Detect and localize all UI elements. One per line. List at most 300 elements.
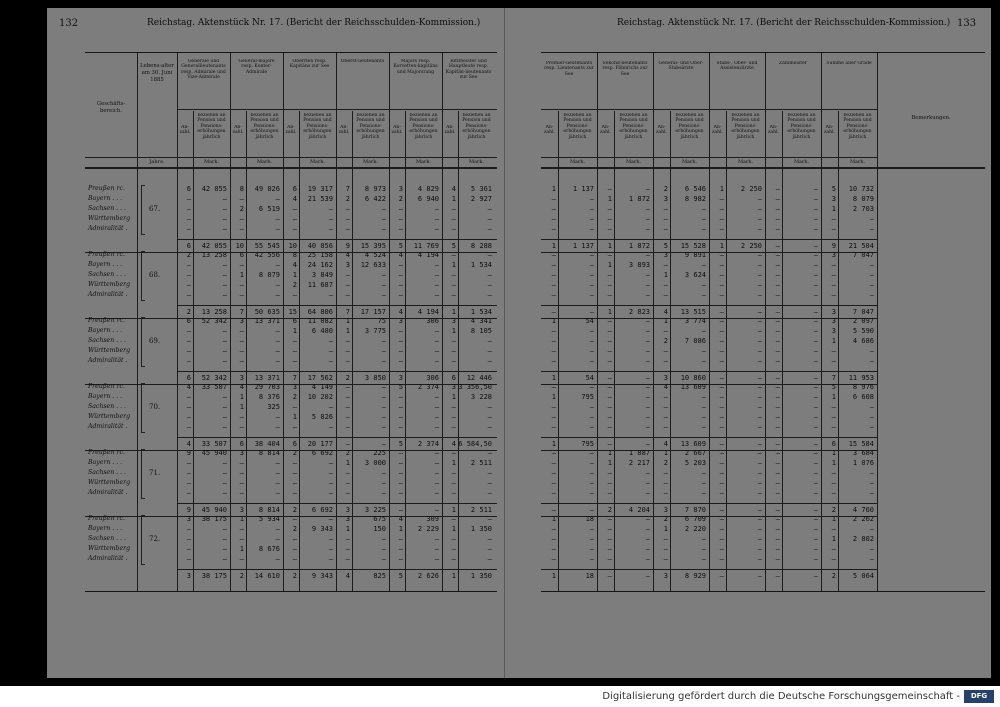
officer-count: — [663, 489, 668, 497]
officer-count: — [719, 271, 724, 279]
officer-count: — [551, 469, 556, 477]
total-amount: 825 [373, 572, 386, 580]
col-divider [877, 53, 878, 591]
total-amount: — [757, 440, 762, 448]
total-amount: 1 137 [572, 242, 594, 250]
state-label: Bayern . . . [88, 525, 123, 532]
total-amount: — [813, 440, 818, 448]
subhead-amount: beziehen an Pension und Pensions-erhöhungen jährlich [356, 113, 385, 140]
officer-count: — [398, 327, 403, 335]
officer-count: — [186, 271, 191, 279]
pension-amount: — [757, 225, 762, 233]
officer-count: 1 [451, 393, 456, 401]
pension-amount: — [275, 479, 280, 487]
pension-amount: — [813, 357, 818, 365]
pension-amount: — [434, 413, 439, 421]
pension-amount: — [222, 535, 227, 543]
officer-count: 1 [239, 515, 244, 523]
officer-count: 1 [663, 525, 668, 533]
officer-count: — [607, 225, 612, 233]
pension-amount: — [275, 555, 280, 563]
officer-count: — [398, 535, 403, 543]
pension-amount: — [813, 479, 818, 487]
state-label: Bayern . . . [88, 459, 123, 466]
column-head-age: Lebens-alter am 30. Juni 1885 [140, 63, 174, 83]
officer-count: — [719, 347, 724, 355]
officer-count: — [831, 261, 836, 269]
officer-count: — [398, 423, 403, 431]
pension-amount: 13 609 [680, 383, 706, 391]
total-rule [177, 305, 497, 306]
officer-count: — [186, 525, 191, 533]
pension-amount: — [328, 489, 333, 497]
officer-count: — [719, 535, 724, 543]
pension-amount: — [589, 459, 594, 467]
pension-amount: 2 703 [852, 205, 874, 213]
pension-amount: — [381, 469, 386, 477]
footer-text: Digitalisierung gefördert durch die Deutsche Forschungsgemeinschaft - [602, 691, 960, 702]
officer-count: — [239, 327, 244, 335]
officer-count: — [239, 469, 244, 477]
pension-amount: 3 000 [364, 459, 386, 467]
pension-amount: — [487, 337, 492, 345]
pension-amount: — [328, 225, 333, 233]
officer-count: — [239, 337, 244, 345]
officer-count: 4 [345, 251, 350, 259]
officer-count: 6 [292, 185, 297, 193]
officer-count: — [607, 469, 612, 477]
header-rule-bottom [541, 167, 985, 169]
pension-amount: — [275, 423, 280, 431]
pension-amount: — [645, 393, 650, 401]
column-head-rank: Zahlmeister [778, 61, 808, 66]
pension-amount: — [757, 215, 762, 223]
officer-count: 1 [345, 317, 350, 325]
column-head-rank: Rittmeister und Hauptleute resp. Kapitän-lieutenants zur See [445, 59, 492, 81]
pension-amount: — [813, 195, 818, 203]
column-head-rank: Sekond-lieutenants resp. Fähnrichs zur See [602, 61, 648, 77]
total-amount: — [813, 572, 818, 580]
pension-amount: — [757, 535, 762, 543]
total-count: 1 [719, 242, 724, 250]
pension-amount: — [222, 195, 227, 203]
pension-amount: — [757, 205, 762, 213]
officer-count: 1 [831, 393, 836, 401]
officer-count: — [345, 205, 350, 213]
total-amount: 17 157 [360, 308, 386, 316]
officer-count: 6 [292, 317, 297, 325]
pension-amount: — [757, 393, 762, 401]
pension-amount: 13 371 [254, 317, 280, 325]
column-head-rank: Summe aller Grade [826, 61, 872, 66]
officer-count: 1 [831, 515, 836, 523]
total-amount: 38 175 [201, 572, 227, 580]
pension-amount: — [275, 337, 280, 345]
total-count: 10 [288, 242, 297, 250]
officer-count: — [451, 413, 456, 421]
pension-amount: — [813, 327, 818, 335]
officer-count: — [775, 185, 780, 193]
total-count: 7 [239, 308, 244, 316]
column-head-rank: General- und Ober-Stabsärzte [658, 61, 704, 72]
total-count: 2 [186, 308, 191, 316]
officer-count: — [345, 469, 350, 477]
pension-amount: 8 676 [258, 545, 280, 553]
officer-count: 1 [451, 195, 456, 203]
officer-count: — [719, 337, 724, 345]
pension-amount: — [757, 515, 762, 523]
officer-count: — [292, 403, 297, 411]
officer-count: — [292, 357, 297, 365]
officer-count: — [551, 291, 556, 299]
state-label: Preußen rc. [88, 383, 125, 390]
officer-count: — [186, 489, 191, 497]
total-amount: 2 374 [417, 440, 439, 448]
officer-count: — [551, 545, 556, 553]
pension-amount: — [813, 459, 818, 467]
officer-count: — [719, 459, 724, 467]
pension-amount: — [589, 195, 594, 203]
officer-count: — [551, 403, 556, 411]
pension-amount: — [487, 357, 492, 365]
pension-amount: — [757, 555, 762, 563]
total-amount: 8 814 [258, 506, 280, 514]
pension-amount: — [757, 291, 762, 299]
officer-count: — [398, 469, 403, 477]
pension-amount: — [275, 459, 280, 467]
officer-count: — [186, 545, 191, 553]
subhead-amount: beziehen an Pension und Pensions-erhöhungen jährlich [409, 113, 438, 140]
state-label: Preußen rc. [88, 185, 125, 192]
pension-amount: — [275, 489, 280, 497]
officer-count: — [719, 403, 724, 411]
pension-amount: — [328, 545, 333, 553]
pension-amount: — [701, 413, 706, 421]
officer-count: 1 [663, 271, 668, 279]
pension-amount: — [381, 393, 386, 401]
total-count: 2 [292, 506, 297, 514]
officer-count: — [551, 535, 556, 543]
pension-amount: — [645, 205, 650, 213]
pension-amount: 21 539 [307, 195, 333, 203]
group-brace [141, 449, 145, 499]
total-count: 6 [186, 242, 191, 250]
pension-amount: — [434, 261, 439, 269]
pension-amount: 54 [585, 317, 594, 325]
pension-amount: — [645, 423, 650, 431]
pension-amount: 5 361 [470, 185, 492, 193]
officer-count: — [451, 347, 456, 355]
subhead-count: An-zahl. [444, 125, 456, 136]
officer-count: — [607, 413, 612, 421]
officer-count: — [831, 225, 836, 233]
state-label: Admiralität . [88, 555, 128, 562]
pension-amount: — [645, 525, 650, 533]
total-count: 2 [239, 572, 244, 580]
officer-count: — [292, 479, 297, 487]
officer-count: — [663, 423, 668, 431]
officer-count: — [345, 393, 350, 401]
officer-count: — [292, 459, 297, 467]
officer-count: 3 [831, 195, 836, 203]
officer-count: — [451, 337, 456, 345]
officer-count: — [775, 393, 780, 401]
officer-count: 1 [607, 449, 612, 457]
pension-amount: — [275, 357, 280, 365]
pension-amount: — [381, 281, 386, 289]
officer-count: 6 [186, 317, 191, 325]
officer-count: 1 [345, 327, 350, 335]
officer-count: — [551, 347, 556, 355]
unit-mark: Mark. [737, 159, 754, 165]
pension-amount: — [381, 271, 386, 279]
pension-amount: 2 374 [417, 383, 439, 391]
total-count: 2 [607, 506, 612, 514]
total-amount: — [757, 506, 762, 514]
total-amount: 50 635 [254, 308, 280, 316]
officer-count: — [451, 479, 456, 487]
pension-amount: 4 341 [470, 317, 492, 325]
pension-amount: — [869, 215, 874, 223]
officer-count: — [551, 251, 556, 259]
officer-count: — [186, 225, 191, 233]
pension-amount: 4 524 [364, 251, 386, 259]
pension-amount: — [487, 225, 492, 233]
officer-count: — [239, 261, 244, 269]
state-label: Sachsen . . . [88, 469, 127, 476]
pension-amount: — [434, 205, 439, 213]
officer-count: — [292, 489, 297, 497]
pension-amount: — [589, 555, 594, 563]
pension-amount: 150 [373, 525, 386, 533]
total-count: 5 [663, 242, 668, 250]
total-amount: 4 760 [852, 506, 874, 514]
officer-count: — [663, 393, 668, 401]
pension-amount: — [757, 479, 762, 487]
officer-count: 3 [831, 251, 836, 259]
officer-count: — [398, 403, 403, 411]
total-rule [541, 569, 877, 570]
pension-amount: — [757, 449, 762, 457]
pension-amount: 2 250 [740, 185, 762, 193]
officer-count: 2 [663, 337, 668, 345]
officer-count: 6 [186, 185, 191, 193]
pension-amount: — [222, 281, 227, 289]
total-count: 6 [451, 374, 456, 382]
pension-amount: — [589, 383, 594, 391]
total-amount: 55 545 [254, 242, 280, 250]
officer-count: — [663, 347, 668, 355]
pension-amount: — [381, 291, 386, 299]
officer-count: — [831, 413, 836, 421]
total-count: 5 [398, 242, 403, 250]
officer-count: — [551, 423, 556, 431]
officer-count: — [607, 489, 612, 497]
officer-count: — [551, 281, 556, 289]
state-label: Preußen rc. [88, 515, 125, 522]
officer-count: — [719, 281, 724, 289]
age-label: 67. [149, 205, 161, 213]
total-amount: 52 342 [201, 374, 227, 382]
pension-amount: — [275, 535, 280, 543]
officer-count: — [663, 281, 668, 289]
officer-count: — [719, 195, 724, 203]
total-count: — [719, 572, 724, 580]
pension-amount: 6 608 [852, 393, 874, 401]
pension-amount: 75 [377, 317, 386, 325]
pension-amount: — [589, 469, 594, 477]
officer-count: — [186, 261, 191, 269]
officer-count: — [186, 205, 191, 213]
officer-count: — [551, 215, 556, 223]
officer-count: 7 [345, 185, 350, 193]
pension-amount: — [434, 347, 439, 355]
unit-mark: Mark. [793, 159, 810, 165]
officer-count: 1 [551, 393, 556, 401]
officer-count: — [186, 555, 191, 563]
officer-count: 3 [345, 515, 350, 523]
total-amount: 7 870 [684, 506, 706, 514]
officer-count: 1 [607, 261, 612, 269]
pension-amount: — [757, 423, 762, 431]
left-table [85, 52, 497, 592]
total-amount: — [813, 308, 818, 316]
pension-amount: — [589, 261, 594, 269]
state-label: Bayern . . . [88, 393, 123, 400]
pension-amount: — [589, 251, 594, 259]
officer-count: — [551, 413, 556, 421]
pension-amount: — [222, 357, 227, 365]
officer-count: — [451, 403, 456, 411]
officer-count: — [186, 479, 191, 487]
officer-count: — [239, 555, 244, 563]
pension-amount: — [434, 469, 439, 477]
column-head-rank: Majors resp. Korvetten-kapitäns und Majorsrang [393, 59, 438, 75]
total-amount: 3 225 [364, 506, 386, 514]
officer-count: — [775, 515, 780, 523]
pension-amount: — [645, 515, 650, 523]
pension-amount: 4 149 [311, 383, 333, 391]
pension-amount: 6 940 [417, 195, 439, 203]
pension-amount: — [328, 479, 333, 487]
officer-count: — [345, 403, 350, 411]
column-head-rank: Oberst-lieutenants [340, 59, 385, 64]
officer-count: — [607, 347, 612, 355]
officer-count: 1 [345, 525, 350, 533]
officer-count: — [775, 195, 780, 203]
officer-count: 3 [831, 317, 836, 325]
pension-amount: 33 507 [201, 383, 227, 391]
officer-count: — [607, 545, 612, 553]
officer-count: — [775, 205, 780, 213]
officer-count: — [831, 545, 836, 553]
pension-amount: — [381, 357, 386, 365]
pension-amount: — [222, 525, 227, 533]
officer-count: 1 [239, 271, 244, 279]
pension-amount: — [813, 261, 818, 269]
pension-amount: — [328, 357, 333, 365]
pension-amount: — [222, 393, 227, 401]
pension-amount: — [757, 271, 762, 279]
officer-count: — [607, 525, 612, 533]
officer-count: 1 [292, 271, 297, 279]
total-count: 3 [663, 374, 668, 382]
officer-count: — [292, 291, 297, 299]
pension-amount: 5 826 [311, 413, 333, 421]
pension-amount: 5 590 [852, 327, 874, 335]
pension-amount: — [381, 555, 386, 563]
pension-amount: — [487, 545, 492, 553]
pension-amount: — [701, 357, 706, 365]
officer-count: 1 [292, 413, 297, 421]
officer-count: — [239, 357, 244, 365]
pension-amount: — [813, 317, 818, 325]
total-rule [177, 437, 497, 438]
officer-count: — [292, 337, 297, 345]
pension-amount: — [434, 271, 439, 279]
subhead-count: An-zahl. [232, 125, 244, 136]
pension-amount: 2 262 [852, 515, 874, 523]
officer-count: — [607, 555, 612, 563]
pension-amount: — [328, 291, 333, 299]
total-amount: — [813, 242, 818, 250]
officer-count: — [345, 489, 350, 497]
total-count: 7 [831, 374, 836, 382]
officer-count: — [551, 489, 556, 497]
total-amount: 6 584,50 [458, 440, 492, 448]
officer-count: — [775, 423, 780, 431]
officer-count: — [551, 357, 556, 365]
pension-amount: — [701, 347, 706, 355]
officer-count: — [345, 291, 350, 299]
total-amount: 2 823 [628, 308, 650, 316]
officer-count: — [775, 525, 780, 533]
officer-count: — [398, 261, 403, 269]
pension-amount: — [645, 555, 650, 563]
officer-count: 1 [663, 449, 668, 457]
state-label: Württemberg [88, 413, 131, 420]
pension-amount: — [589, 545, 594, 553]
total-amount: — [589, 308, 594, 316]
pension-amount: — [328, 469, 333, 477]
pension-amount: — [328, 459, 333, 467]
column-head-remarks: Bemerkungen. [911, 115, 951, 121]
pension-amount: — [222, 545, 227, 553]
officer-count: — [831, 291, 836, 299]
pension-amount: 45 940 [201, 449, 227, 457]
officer-count: 3 [663, 251, 668, 259]
pension-amount: 1 534 [470, 261, 492, 269]
subhead-count: An-zahl. [543, 125, 556, 136]
pension-amount: 2 511 [470, 459, 492, 467]
pension-amount: — [222, 225, 227, 233]
officer-count: 4 [398, 251, 403, 259]
officer-count: — [398, 449, 403, 457]
total-rule [541, 305, 877, 306]
pension-amount: — [381, 205, 386, 213]
pension-amount: — [434, 327, 439, 335]
pension-amount: 3 775 [364, 327, 386, 335]
state-label: Admiralität . [88, 423, 128, 430]
pension-amount: — [222, 413, 227, 421]
total-count: — [719, 506, 724, 514]
pension-amount: — [328, 403, 333, 411]
pension-amount: — [645, 291, 650, 299]
pension-amount: 1 137 [572, 185, 594, 193]
officer-count: — [451, 515, 456, 523]
header-rule [85, 157, 497, 158]
officer-count: — [607, 327, 612, 335]
